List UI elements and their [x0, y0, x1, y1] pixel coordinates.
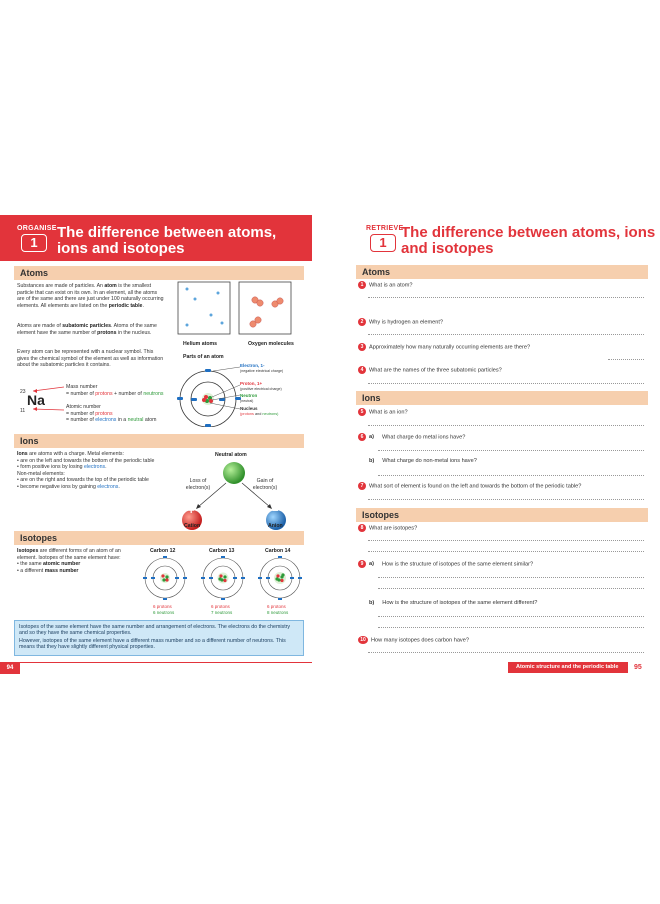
question-7: 7 What sort of element is found on the left and towards the bottom of the periodic table? [358, 482, 648, 490]
element-symbol: Na [27, 392, 45, 408]
left-page [0, 215, 312, 675]
answer-line[interactable] [378, 475, 644, 476]
atoms-paragraph-2: Atoms are made of subatomic particles. Atoms of the same element have the same number of protons in the nucleus. [17, 323, 157, 336]
section-atoms: Atoms [14, 266, 304, 280]
carbon-13-particles: 6 protons 7 neutrons [211, 604, 233, 615]
answer-line[interactable] [368, 652, 644, 653]
question-2: 2 Why is hydrogen an element? [358, 318, 648, 326]
question-9b: b) How is the structure of isotopes of the same element different? [369, 600, 538, 606]
loss-label: Loss of electron(s) [185, 478, 211, 491]
minus-icon: − [272, 505, 279, 517]
section-atoms: Atoms [356, 265, 648, 279]
right-footer [508, 662, 660, 674]
question-6b: b) What charge do non-metal ions have? [369, 458, 477, 464]
question-1: 1 What is an atom? [358, 281, 648, 289]
badge-number: 1 [370, 234, 396, 252]
helium-label: Helium atoms [183, 341, 218, 347]
atomic-number-definition: Atomic number = number of protons = number of electrons in a neutral atom [66, 404, 157, 423]
badge-word: ORGANISE [17, 225, 57, 232]
gain-label: Gain of electron(s) [252, 478, 278, 491]
carbon-12-particles: 6 protons 6 neutrons [153, 604, 175, 615]
electron-label: Electron, 1- (negative electrical charge) [240, 363, 284, 373]
cation-label: Cation [184, 523, 201, 529]
anion-label: Anion [268, 523, 283, 529]
answer-line[interactable] [378, 616, 644, 617]
answer-line[interactable] [368, 499, 644, 500]
carbon-14-particles: 6 protons 8 neutrons [267, 604, 289, 615]
retrieve-badge [366, 225, 404, 257]
page-title: The difference between atoms, ions and isotopes [401, 224, 656, 257]
page-number-right: 95 [634, 664, 642, 671]
mass-number-value: 23 [20, 389, 26, 395]
question-4: 4 What are the names of the three subatomic particles? [358, 366, 648, 374]
oxygen-label: Oxygen molecules [248, 341, 294, 347]
symbol-arrows [30, 385, 66, 415]
section-ions: Ions [356, 391, 648, 405]
atomic-number-value: 11 [20, 408, 26, 414]
ions-text: Ions are atoms with a charge. Metal elements: • are on the left and towards the bottom of the periodic table • form positive ions by losing electrons. Non-metal elements: • are on the right and towards the top of the periodic table • become negative ions by gaining electrons. [17, 451, 155, 490]
question-5: 5 What is an ion? [358, 408, 648, 416]
answer-line[interactable] [368, 297, 644, 298]
badge-word: RETRIEVE [366, 225, 404, 232]
answer-line[interactable] [378, 588, 644, 589]
question-9a: 9 a) How is the structure of isotopes of the same element similar? [358, 560, 648, 568]
book-spread [0, 215, 660, 675]
proton-label: Proton, 1+ (positive electrical charge) [240, 381, 282, 391]
organise-badge [17, 225, 57, 257]
badge-number: 1 [21, 234, 47, 252]
page-number-left: 94 [0, 663, 20, 674]
page-title: The difference between atoms, ions and isotopes [57, 224, 277, 257]
nucleus-label: Nucleus (protons and neutrons) [240, 406, 279, 416]
answer-line[interactable] [368, 540, 644, 541]
atom-diagram [172, 361, 244, 427]
question-3: 3 Approximately how many naturally occurring elements are there? [358, 343, 648, 351]
answer-line[interactable] [368, 383, 644, 384]
isotope-diagrams [140, 555, 310, 603]
question-6a: 6 a) What charge do metal ions have? [358, 433, 648, 441]
carbon-13-label: Carbon 13 [209, 548, 235, 554]
answer-line[interactable] [608, 359, 644, 360]
right-page [348, 215, 660, 675]
carbon-12-label: Carbon 12 [150, 548, 176, 554]
neutron-label: Neutron (neutral) [240, 393, 258, 403]
question-8: 8 What are isotopes? [358, 524, 648, 532]
answer-line[interactable] [378, 627, 644, 628]
particle-boxes [175, 279, 295, 339]
mass-number-definition: Mass number = number of protons + number of neutrons [66, 384, 164, 397]
left-banner [0, 215, 312, 261]
isotopes-text: Isotopes are different forms of an atom of an element. Isotopes of the same element have: • the same atomic number • a different mass number [17, 548, 121, 574]
carbon-14-label: Carbon 14 [265, 548, 291, 554]
section-isotopes: Isotopes [14, 531, 304, 545]
answer-line[interactable] [368, 425, 644, 426]
section-isotopes: Isotopes [356, 508, 648, 522]
parts-title: Parts of an atom [183, 354, 224, 360]
isotopes-info-box: Isotopes of the same element have the same number and arrangement of electrons. The electrons do the chemistry and so they have the same chemical properties. However, isotopes of the same element have a different mass number and so a different number of neutrons. This means that they have slightly different physical properties. [14, 620, 304, 656]
question-10: 10 How many isotopes does carbon have? [358, 636, 648, 644]
atoms-paragraph-3: Every atom can be represented with a nuclear symbol. This gives the chemical symbol of the element as well as information about the subatomic particles it contains. [17, 349, 164, 368]
answer-line[interactable] [378, 577, 644, 578]
answer-line[interactable] [368, 551, 644, 552]
neutral-atom-label: Neutral atom [215, 452, 247, 458]
answer-line[interactable] [368, 334, 644, 335]
atoms-paragraph-1: Substances are made of particles. An atom is the smallest particle that can exist on its own. In an element, all the atoms are of the same and there are just under 100 naturally occurring elements. All elements are listed on the periodic table. [17, 283, 164, 309]
answer-line[interactable] [378, 450, 644, 451]
plus-icon: + [188, 505, 195, 517]
chapter-title: Atomic structure and the periodic table [508, 662, 628, 673]
left-footer [0, 662, 312, 674]
section-ions: Ions [14, 434, 304, 448]
